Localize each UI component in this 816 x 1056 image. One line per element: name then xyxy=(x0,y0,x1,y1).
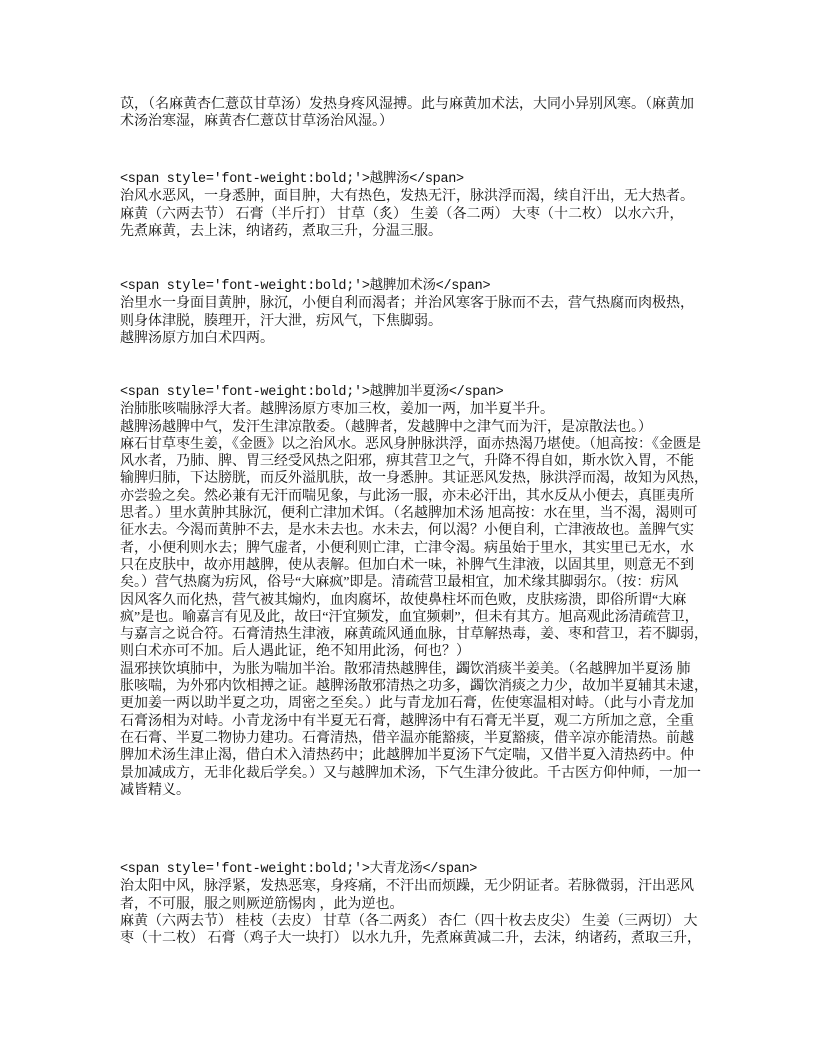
text-line: 治肺胀咳喘脉浮大者。越脾汤原方枣加三枚，姜加一两，加半夏半升。 xyxy=(120,402,554,418)
section-heading: <span style='font-weight:bold;'>大青龙汤</span> xyxy=(120,862,478,877)
text-line: 则身体津脱，腠理开，汗大泄，疠风气，下焦脚弱。 xyxy=(120,313,442,329)
text-line: 治太阳中风，脉浮紧，发热恶寒，身疼痛，不汗出而烦躁，无少阴证者。若脉微弱，汗出恶风 xyxy=(120,879,694,895)
section-heading: <span style='font-weight:bold;'>越脾加半夏汤</span> xyxy=(120,385,504,400)
text-line: 征水去。今渴而黄肿不去，是水未去也。水未去，何以渴？小便自利，亡津液故也。盖脾气实 xyxy=(120,523,694,539)
text-line: 者，小便利则水去；脾气虚者，小便利则亡津，亡津令渴。病虽始于里水，其实里已无水，水 xyxy=(120,540,694,556)
section-heading: <span style='font-weight:bold;'>越脾汤</span> xyxy=(120,172,464,187)
text-line: 脾加术汤生津止渴，借白术入清热药中；此越脾加半夏汤下气定喘，又借半夏入清热药中。仲 xyxy=(120,748,694,764)
text-line: 治里水一身面目黄肿，脉沉，小便自利而渴者；并治风寒客于脉而不去，营气热腐而肉极热， xyxy=(120,296,694,312)
text-line: 亦尝验之矣。然必兼有无汗而喘见象，与此汤一服，亦未必汗出，其水反从小便去，真匪夷所 xyxy=(120,488,694,504)
intro-paragraph xyxy=(120,96,720,131)
text-line: 枣（十二枚） 石膏（鸡子大一块打） 以水九升，先煮麻黄减二升，去沫，纳诸药，煮取三升， xyxy=(120,931,701,947)
text-line: 矣。）营气热腐为疠风，俗号“大麻疯”即是。清疏营卫最相宜，加术缘其脚弱尔。（按：疠风 xyxy=(120,575,679,591)
text-line: 先煮麻黄，去上沫，纳诸药，煮取三升，分温三服。 xyxy=(120,223,442,239)
text-line: 胀咳喘，为外邪内饮相搏之证。越脾汤散邪清热之功多，蠲饮消痰之力少，故加半夏辅其未逮， xyxy=(120,679,708,695)
text-line: 因风客久而化热，营气被其煽灼，血肉腐坏，故使鼻柱坏而色败，皮肤疡溃，即俗所谓“大麻 xyxy=(120,592,687,608)
section-heading: <span style='font-weight:bold;'>越脾加术汤</span> xyxy=(120,279,491,294)
text-line: 只在皮肤中，故亦用越脾，使从表解。但加白术一味，补脾气生津液，以固其里，则意无不到 xyxy=(120,557,694,573)
text-line: 者，不可服，服之则厥逆筋惕肉 ，此为逆也。 xyxy=(120,896,404,912)
text-line: 在石膏、半夏二物协力建功。石膏清热，借辛温亦能豁痰，半夏豁痰，借辛凉亦能清热。前越 xyxy=(120,730,694,746)
text-line: 减皆精义。 xyxy=(120,782,190,798)
text-line: 更加姜一两以助半夏之功，周密之至矣。）此与青龙加石膏，佐使寒温相对峙。（此与小青龙加 xyxy=(120,696,694,712)
text-line: 景加减成方，无非化裁后学矣。）又与越脾加术汤，下气生津分彼此。千古医方仰仲师，一加一 xyxy=(120,765,701,781)
text-line: 越脾汤原方加白术四两。 xyxy=(120,330,274,346)
text-line: 治风水恶风，一身悉肿，面目肿，大有热色，发热无汗，脉洪浮而渴，续自汗出，无大热者。 xyxy=(120,189,694,205)
text-line: 温邪挟饮填肺中，为胀为喘加半治。散邪清热越脾佳，蠲饮消痰半姜美。（名越脾加半夏汤 肺 xyxy=(120,661,691,677)
text-line: 思者。）里水黄肿其脉沉，便利亡津加术饵。（名越脾加术汤 旭高按：水在里，当不渴，渴则可 xyxy=(120,506,698,522)
text-line: 苡，（名麻黄杏仁薏苡甘草汤）发热身疼风湿搏。此与麻黄加术法，大同小异别风寒。（麻黄加 xyxy=(120,97,694,112)
text-line: 风水者，乃肺、脾、胃三经受风热之阳邪，痹其营卫之气，升降不得自如，斯水饮入胃，不能 xyxy=(120,454,694,470)
section-yuepi-jiazhu-tang xyxy=(120,278,720,347)
text-line: 石膏汤相为对峙。小青龙汤中有半夏无石膏，越脾汤中有石膏无半夏，观二方所加之意，全重 xyxy=(120,713,694,729)
section-yuepi-jiabanxia-tang xyxy=(120,384,720,799)
text-line: 与嘉言之说合符。石膏清热生津液，麻黄疏风通血脉，甘草解热毒，姜、枣和营卫，若不脚弱， xyxy=(120,627,708,643)
text-line: 输脾归肺，下达膀胱，而反外溢肌肤，故一身悉肿。其证恶风发热，脉洪浮而渴，故知为风热， xyxy=(120,471,708,487)
text-line: 麻石甘草枣生姜，《金匮》以之治风水。恶风身肿脉洪浮，面赤热渴乃堪使。（旭高按：《金匮是 xyxy=(120,436,701,452)
text-line: 麻黄（六两去节） 桂枝（去皮） 甘草（各二两炙） 杏仁（四十枚去皮尖） 生姜（三两切） 大 xyxy=(120,913,698,929)
section-yuepi-tang xyxy=(120,171,720,240)
text-line: 越脾汤越脾中气，发汗生津凉散委。（越脾者，发越脾中之津气而为汗，是凉散法也。） xyxy=(120,419,652,435)
text-line: 麻黄（六两去节） 石膏（半斤打） 甘草（炙） 生姜（各二两） 大枣（十二枚） 以水六升， xyxy=(120,206,684,222)
text-line: 则白术亦可不加。后人遇此证，绝不知用此汤，何也？） xyxy=(120,644,470,660)
text-line: 术汤治寒湿，麻黄杏仁薏苡甘草汤治风湿。） xyxy=(120,114,393,130)
text-line: 疯”是也。喻嘉言有见及此，故曰“汗宜频发，血宜频刺”，但未有其方。旭高观此汤清疏营卫， xyxy=(120,609,699,625)
section-daqinglong-tang xyxy=(120,861,720,947)
